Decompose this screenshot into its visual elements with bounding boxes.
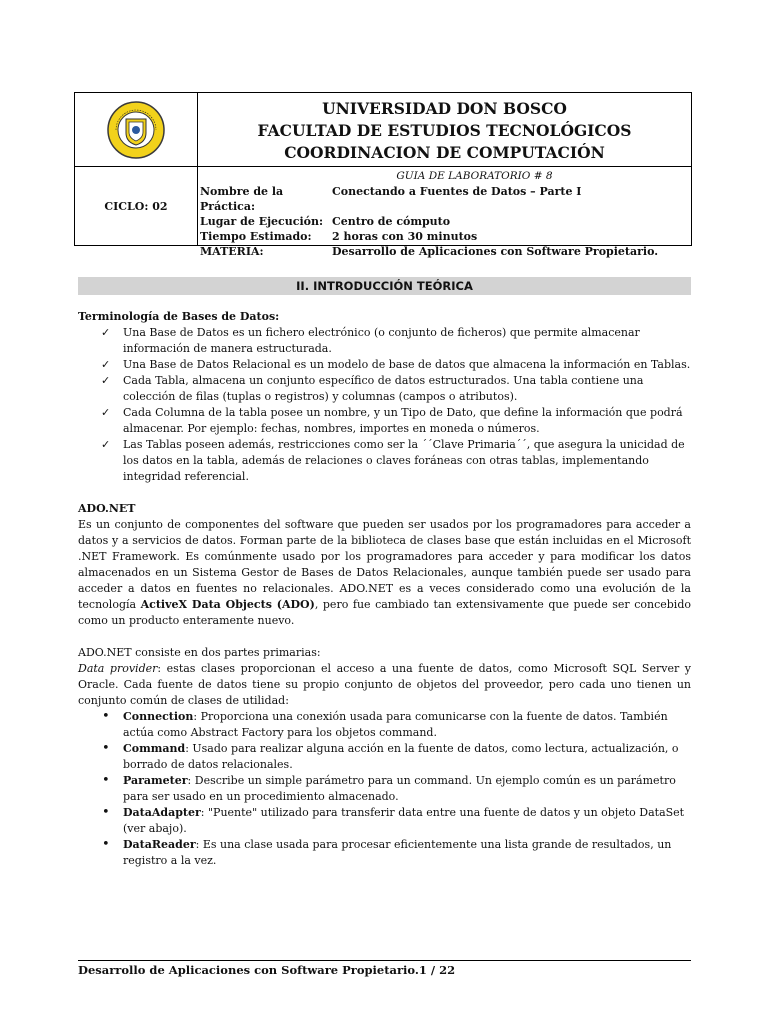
- adonet-paragraph: Es un conjunto de componentes del software que pueden ser usados por los programadores para acceder a datos y a servicios de datos. Forman parte de la biblioteca de clases base que están incluidas en el Microsoft .NET Framework. Es comúnmente usado por los programadores para acceder y para modificar los datos almacenados en un Sistema Gestor de Bases de Datos Relacionales, aunque también puede ser usado para acceder a datos en fuentes no relacionales. ADO.NET es a veces considerado como una evolución de la tecnología ActiveX Data Objects (ADO), pero fue cambiado tan extensivamente que puede ser concebido como un producto enteramente nuevo.: [78, 518, 691, 627]
- list-item: • Connection: Proporciona una conexión usada para comunicarse con la fuente de datos. También actúa como Abstract Factory para los objetos command.: [102, 709, 668, 739]
- terminology-heading: Terminología de Bases de Datos:: [78, 310, 280, 323]
- ciclo-label: CICLO: 02: [75, 167, 198, 245]
- checkmark-icon: ✓: [101, 406, 111, 419]
- bullet-icon: •: [102, 837, 110, 852]
- list-item: ✓ Las Tablas poseen además, restricciones como ser la ´´Clave Primaria´´, que asegura la unicidad de los datos en la tabla, además de relaciones o claves foráneas con otras tablas, implementando integridad referencial.: [101, 438, 685, 483]
- list-item: ✓ Cada Columna de la tabla posee un nombre, y un Tipo de Dato, que define la información que podrá almacenar. Por ejemplo: fechas, nombres, importes en moneda o números.: [101, 406, 683, 435]
- bullet-icon: •: [102, 741, 110, 756]
- university-logo: [75, 93, 198, 167]
- lab-guide-number: GUIA DE LABORATORIO # 8: [396, 170, 553, 182]
- list-item: • Command: Usado para realizar alguna acción en la fuente de datos, como lectura, actualización, o borrado de datos relacionales.: [102, 741, 679, 771]
- checkmark-icon: ✓: [101, 326, 111, 339]
- title-line-3: COORDINACION DE COMPUTACIÓN: [284, 143, 605, 162]
- list-item: ✓ Una Base de Datos Relacional es un modelo de base de datos que almacena la información en Tablas.: [101, 358, 691, 371]
- page-footer: Desarrollo de Aplicaciones con Software Propietario.1 / 22: [78, 963, 456, 977]
- list-item: • DataAdapter: "Puente" utilizado para transferir data entre una fuente de datos y un objeto DataSet (ver abajo).: [102, 805, 685, 835]
- section-title: II. INTRODUCCIÓN TEÓRICA: [78, 277, 691, 295]
- institution-title: [198, 93, 691, 167]
- info-row-subject: MATERIA: Desarrollo de Aplicaciones con Software Propietario.: [200, 245, 659, 258]
- list-item: • Parameter: Describe un simple parámetro para un command. Un ejemplo común es un parámetro para ser usado en un procedimiento almacenado.: [102, 773, 676, 803]
- list-item: • DataReader: Es una clase usada para procesar eficientemente una lista grande de resultados, un registro a la vez.: [102, 837, 672, 867]
- footer-divider: [78, 960, 691, 961]
- bullet-icon: •: [102, 805, 110, 820]
- checkmark-icon: ✓: [101, 374, 111, 387]
- list-item: ✓ Cada Tabla, almacena un conjunto específico de datos estructurados. Una tabla contiene una colección de filas (tuplas o registros) y columnas (campos o atributos).: [101, 374, 644, 403]
- parts-intro: ADO.NET consiste en dos partes primarias:: [78, 646, 321, 659]
- list-item: ✓ Una Base de Datos es un fichero electrónico (o conjunto de ficheros) que permite almacenar información de manera estructurada.: [101, 326, 640, 355]
- header-table: [74, 92, 692, 258]
- title-line-2: FACULTAD DE ESTUDIOS TECNOLÓGICOS: [257, 121, 632, 140]
- title-line-1: UNIVERSIDAD DON BOSCO: [322, 99, 567, 118]
- checkmark-icon: ✓: [101, 358, 111, 371]
- info-row-location: Lugar de Ejecución: Centro de cómputo: [200, 215, 451, 228]
- classes-list: [78, 709, 691, 869]
- terminology-list: [78, 325, 691, 485]
- adonet-heading: ADO.NET: [78, 502, 136, 515]
- checkmark-icon: ✓: [101, 438, 111, 451]
- info-row-time: Tiempo Estimado: 2 horas con 30 minutos: [200, 230, 478, 243]
- seal-icon: [106, 100, 166, 160]
- data-provider-paragraph: Data provider: estas clases proporcionan el acceso a una fuente de datos, como Microsoft SQL Server y Oracle. Cada fuente de datos tiene su propio conjunto de objetos del proveedor, pero cada uno tienen un conjunto común de clases de utilidad:: [78, 662, 691, 707]
- info-row-practice: Nombre de la Práctica: Conectando a Fuentes de Datos – Parte I: [200, 185, 582, 213]
- main-content: [78, 309, 691, 869]
- practice-info: [198, 167, 691, 258]
- bullet-icon: •: [102, 709, 110, 724]
- bullet-icon: •: [102, 773, 110, 788]
